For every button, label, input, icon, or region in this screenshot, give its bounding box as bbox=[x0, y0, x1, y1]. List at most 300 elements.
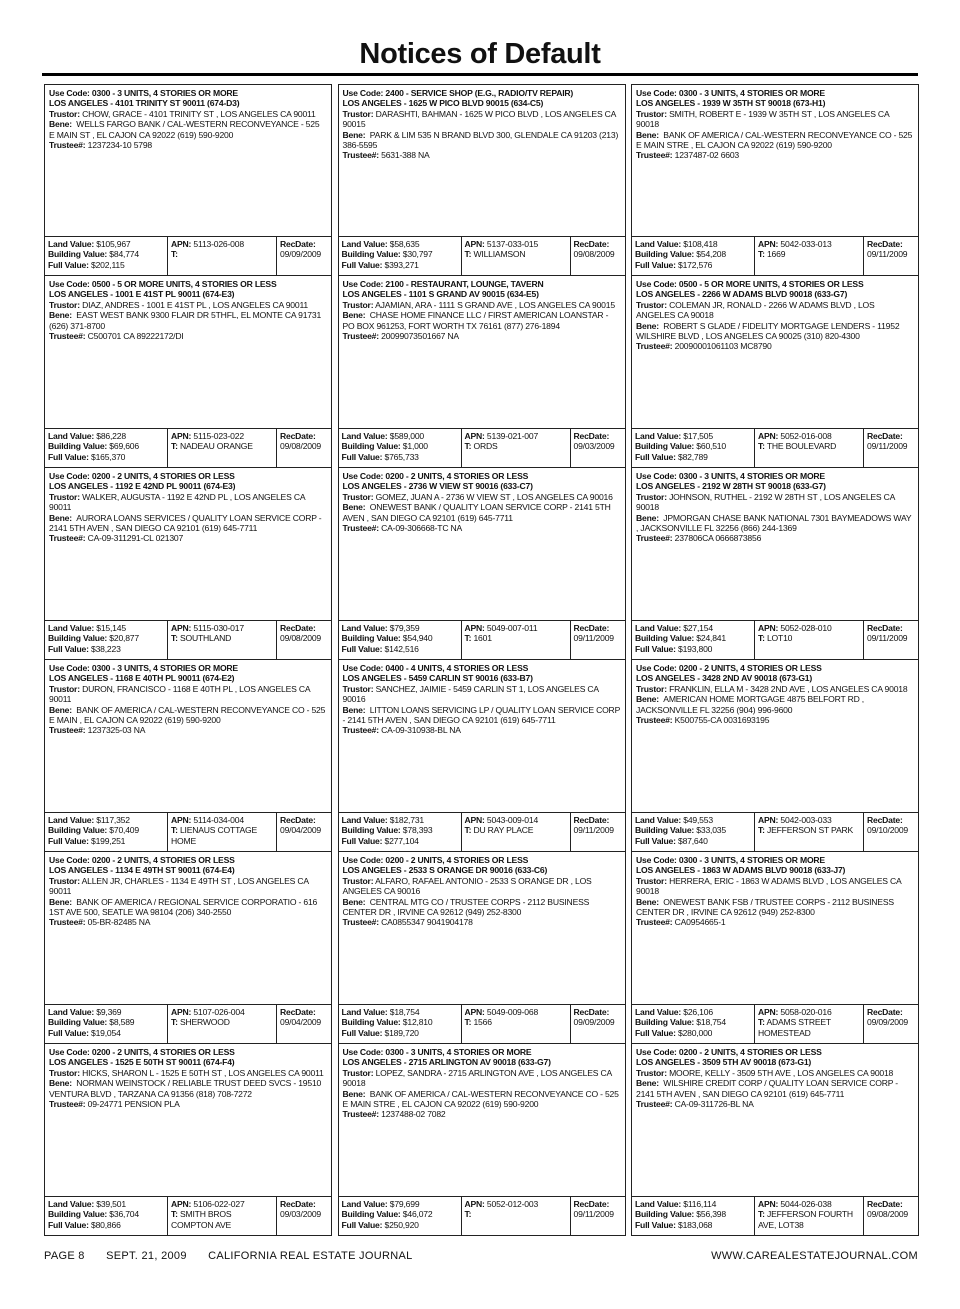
trustee-label: Trustee#: bbox=[636, 1099, 673, 1110]
bene-line bbox=[49, 705, 327, 726]
values-column bbox=[45, 813, 168, 851]
land-value-label: Land Value: bbox=[48, 815, 95, 825]
full-value: $280,000 bbox=[677, 1027, 713, 1038]
land-value: $86,228 bbox=[96, 431, 126, 441]
trustor-label: Trustor: bbox=[636, 108, 667, 119]
full-value-line bbox=[342, 1220, 458, 1230]
values-row bbox=[632, 1197, 918, 1235]
notice-card bbox=[338, 468, 626, 660]
trustor-value: HICKS, SHARON L - 1525 E 50TH ST , LOS ANGELES CA 90011 bbox=[82, 1067, 324, 1078]
land-value: $589,000 bbox=[389, 431, 424, 441]
notice-body bbox=[45, 276, 331, 429]
values-column bbox=[45, 237, 168, 275]
bene-line bbox=[49, 513, 327, 534]
tract-label: T: bbox=[171, 825, 178, 836]
apn-value: 5052-028-010 bbox=[780, 623, 832, 633]
trustor-value: HERRERA, ERIC - 1863 W ADAMS BLVD , LOS ANGELES CA 90018 bbox=[636, 875, 902, 897]
full-value-line bbox=[342, 260, 458, 270]
recdate-label-text: RecDate: bbox=[867, 1007, 903, 1017]
tract-line bbox=[758, 441, 860, 451]
bene-value: PARK & LIM 535 N BRAND BLVD 300, GLENDALE CA 91203 (213) 386-5595 bbox=[342, 129, 619, 151]
bene-value: BANK OF AMERICA / CAL-WESTERN RECONVEYANCE CO - 525 E MAIN STRE , EL CAJON CA 92022 (619) 590-9200 bbox=[342, 1088, 619, 1110]
use-code-line bbox=[636, 279, 914, 289]
full-value-label: Full Value: bbox=[341, 835, 383, 846]
notice-cell bbox=[338, 468, 626, 660]
tract-value: NADEAU ORANGE bbox=[179, 441, 253, 452]
trustee-label: Trustee#: bbox=[342, 917, 379, 928]
use-code-label: Use Code: bbox=[342, 1047, 384, 1057]
values-row bbox=[632, 1005, 918, 1043]
full-value-label: Full Value: bbox=[635, 259, 676, 270]
bene-label: Bene: bbox=[342, 310, 366, 321]
values-row bbox=[632, 813, 918, 851]
values-row bbox=[339, 237, 625, 275]
apn-label: APN: bbox=[758, 1199, 779, 1209]
values-row bbox=[632, 621, 918, 659]
bene-value: JPMORGAN CHASE BANK NATIONAL 7301 BAYMEADOWS WAY , JACKSONVILLE FL 32256 (866) 244-1369 bbox=[636, 512, 912, 534]
full-value: $250,920 bbox=[384, 1219, 419, 1230]
bene-label: Bene: bbox=[636, 320, 659, 331]
trustee-value: CA-09-311726-BL NA bbox=[674, 1099, 754, 1110]
recdate-label bbox=[280, 623, 328, 633]
trustee-value: CA-09-310938-BL NA bbox=[381, 725, 461, 736]
full-value-line bbox=[342, 1028, 458, 1038]
apn-column bbox=[755, 1197, 864, 1235]
values-row bbox=[45, 1197, 331, 1235]
use-code-line bbox=[636, 1047, 914, 1057]
apn-line bbox=[171, 815, 273, 825]
building-value-line bbox=[342, 825, 458, 835]
use-code-label: Use Code: bbox=[342, 471, 384, 481]
building-value-line bbox=[635, 633, 751, 643]
apn-value: 5137-033-015 bbox=[486, 239, 539, 249]
land-value-label: Land Value: bbox=[341, 239, 388, 249]
apn-label: APN: bbox=[758, 239, 779, 249]
use-code-label: Use Code: bbox=[49, 663, 90, 673]
tract-label: T: bbox=[464, 1017, 472, 1028]
recdate-column bbox=[571, 1005, 625, 1043]
recdate-label-text: RecDate: bbox=[280, 623, 316, 633]
tract-line bbox=[758, 1209, 860, 1230]
land-value-label: Land Value: bbox=[341, 431, 388, 441]
building-value-line bbox=[635, 249, 751, 259]
trustee-value: CA0855347 9041904178 bbox=[381, 917, 473, 928]
apn-line bbox=[465, 1199, 567, 1209]
tract-label: T: bbox=[758, 633, 765, 644]
recdate-value: 09/11/2009 bbox=[573, 633, 614, 644]
location-line: LOS ANGELES - 1625 W PICO BLVD 90015 (634-C5) bbox=[342, 98, 544, 109]
use-code-label: Use Code: bbox=[342, 279, 384, 289]
land-value-line bbox=[635, 1199, 751, 1209]
tract-label: T: bbox=[758, 249, 765, 260]
use-code-line bbox=[49, 855, 327, 865]
values-column bbox=[339, 237, 462, 275]
building-value-line bbox=[635, 441, 751, 451]
bene-line bbox=[49, 310, 327, 331]
tract-line bbox=[171, 1209, 273, 1230]
trustee-label: Trustee#: bbox=[49, 1099, 86, 1110]
apn-value: 5106-022-027 bbox=[193, 1199, 245, 1209]
land-value-label: Land Value: bbox=[48, 1007, 95, 1017]
recdate-column bbox=[277, 429, 331, 467]
building-value-label: Building Value: bbox=[341, 1017, 401, 1028]
apn-label: APN: bbox=[758, 815, 779, 825]
recdate-label bbox=[574, 1199, 622, 1209]
building-value-label: Building Value: bbox=[341, 249, 401, 260]
land-value: $58,635 bbox=[389, 239, 420, 249]
recdate-value: 09/11/2009 bbox=[867, 441, 908, 452]
recdate-label bbox=[280, 815, 328, 825]
bene-value: NORMAN WEINSTOCK / RELIABLE TRUST DEED SVCS - 19510 VENTURA BLVD , TARZANA CA 91356 (818) 708-7272 bbox=[49, 1078, 322, 1099]
full-value: $19,054 bbox=[90, 1027, 121, 1038]
trustee-line bbox=[636, 1099, 914, 1109]
building-value-line bbox=[48, 249, 164, 259]
footer-website: WWW.CAREALESTATEJOURNAL.COM bbox=[711, 1250, 918, 1262]
notice-body bbox=[45, 1044, 331, 1197]
notice-body bbox=[339, 276, 625, 429]
use-code-label: Use Code: bbox=[636, 663, 677, 673]
recdate-label-text: RecDate: bbox=[867, 431, 903, 441]
bene-label: Bene: bbox=[342, 896, 366, 907]
land-value-line bbox=[48, 623, 164, 633]
use-code-value: 0300 - 3 UNITS, 4 STORIES OR MORE bbox=[678, 471, 825, 481]
notice-card bbox=[631, 1044, 919, 1236]
notice-body bbox=[632, 1044, 918, 1197]
recdate-column bbox=[277, 813, 331, 851]
apn-label: APN: bbox=[464, 1199, 485, 1209]
trustee-value: K500755-CA 0031693195 bbox=[674, 715, 770, 726]
tract-value: 1601 bbox=[473, 633, 492, 644]
use-code-value: 0200 - 2 UNITS, 4 STORIES OR LESS bbox=[678, 663, 822, 673]
values-row bbox=[45, 1005, 331, 1043]
trustor-line bbox=[343, 684, 621, 705]
recdate-label-text: RecDate: bbox=[867, 815, 903, 825]
building-value-line bbox=[48, 1017, 164, 1027]
trustor-value: LOPEZ, SANDRA - 2715 ARLINGTON AVE , LOS ANGELES CA 90018 bbox=[342, 1067, 612, 1089]
apn-label: APN: bbox=[758, 1007, 779, 1017]
trustor-label: Trustor: bbox=[49, 108, 80, 119]
recdate-value: 09/11/2009 bbox=[867, 249, 908, 260]
trustor-line bbox=[343, 492, 621, 502]
notice-cell bbox=[631, 1044, 919, 1236]
recdate-label-text: RecDate: bbox=[280, 1007, 316, 1017]
building-value-label: Building Value: bbox=[341, 633, 401, 644]
trustee-label: Trustee#: bbox=[342, 1109, 379, 1120]
apn-label: APN: bbox=[171, 1199, 192, 1209]
apn-value: 5043-009-014 bbox=[486, 815, 539, 825]
trustor-line bbox=[636, 876, 914, 897]
trustor-value: SMITH, ROBERT E - 1939 W 35TH ST , LOS ANGELES CA 90018 bbox=[636, 108, 889, 130]
full-value-line bbox=[48, 452, 164, 462]
building-value: $54,940 bbox=[402, 633, 433, 644]
apn-line bbox=[758, 1199, 860, 1209]
notice-card bbox=[338, 276, 626, 468]
tract-line bbox=[465, 825, 567, 835]
tract-value: WILLIAMSON bbox=[473, 249, 526, 260]
trustee-value: 1237325-03 NA bbox=[87, 725, 146, 736]
notice-cell bbox=[631, 660, 919, 852]
notice-cell bbox=[44, 276, 332, 468]
footer-left bbox=[44, 1250, 431, 1262]
bene-value: WILSHIRE CREDIT CORP / QUALITY LOAN SERVICE CORP - 2141 5TH AVEN , SAN DIEGO CA 92101 (619) 645-7711 bbox=[636, 1078, 898, 1099]
building-value-label: Building Value: bbox=[48, 633, 108, 644]
use-code-line bbox=[343, 663, 621, 673]
trustee-value: 237806CA 0666873856 bbox=[674, 533, 762, 544]
building-value-label: Building Value: bbox=[48, 249, 108, 260]
bene-line bbox=[636, 513, 914, 534]
apn-line bbox=[758, 623, 860, 633]
building-value-line bbox=[48, 633, 164, 643]
recdate-value: 09/08/2009 bbox=[573, 249, 615, 260]
tract-value: ADAMS STREET HOMESTEAD bbox=[758, 1017, 831, 1038]
bene-label: Bene: bbox=[342, 704, 366, 715]
tract-value: JEFFERSON ST PARK bbox=[766, 825, 854, 836]
building-value: $78,393 bbox=[402, 825, 433, 836]
trustee-line bbox=[49, 917, 327, 927]
full-value-line bbox=[342, 452, 458, 462]
full-value-line bbox=[635, 836, 751, 846]
trustee-value: 20099073501667 NA bbox=[381, 331, 459, 342]
trustee-label: Trustee#: bbox=[49, 331, 86, 342]
trustor-label: Trustor: bbox=[49, 1067, 80, 1078]
trustor-value: COLEMAN JR, RONALD - 2266 W ADAMS BLVD , LOS ANGELES CA 90018 bbox=[636, 299, 875, 321]
notice-cell bbox=[44, 660, 332, 852]
bene-label: Bene: bbox=[49, 119, 72, 130]
notice-card bbox=[338, 84, 626, 276]
tract-value: LOT10 bbox=[766, 633, 793, 644]
trustee-label: Trustee#: bbox=[636, 533, 673, 544]
trustee-label: Trustee#: bbox=[49, 917, 86, 928]
building-value: $24,841 bbox=[696, 633, 726, 644]
apn-line bbox=[758, 1007, 860, 1017]
land-value-line bbox=[342, 431, 458, 441]
land-value-line bbox=[635, 1007, 751, 1017]
trustee-line bbox=[49, 533, 327, 543]
location-line: LOS ANGELES - 1939 W 35TH ST 90018 (673-H1) bbox=[636, 98, 826, 109]
notice-card bbox=[44, 1044, 332, 1236]
building-value-label: Building Value: bbox=[635, 633, 695, 644]
full-value-label: Full Value: bbox=[48, 1027, 89, 1038]
values-column bbox=[339, 1005, 462, 1043]
bene-value: ROBERT S GLADE / FIDELITY MORTGAGE LENDERS - 11952 WILSHIRE BLVD , LOS ANGELES CA 90025 (310) 820-4300 bbox=[636, 320, 900, 342]
land-value: $27,154 bbox=[683, 623, 713, 633]
full-value-label: Full Value: bbox=[48, 451, 89, 462]
apn-value: 5139-021-007 bbox=[486, 431, 539, 441]
trustor-line bbox=[636, 1068, 914, 1078]
tract-label: T: bbox=[758, 1209, 765, 1220]
values-row bbox=[339, 813, 625, 851]
building-value-label: Building Value: bbox=[341, 441, 401, 452]
recdate-label bbox=[867, 1199, 915, 1209]
recdate-label bbox=[280, 1007, 328, 1017]
trustee-line bbox=[49, 331, 327, 341]
recdate-value: 09/03/2009 bbox=[280, 1209, 322, 1220]
trustor-label: Trustor: bbox=[342, 1067, 374, 1078]
building-value-label: Building Value: bbox=[48, 441, 108, 452]
bene-line bbox=[636, 694, 914, 715]
recdate-column bbox=[571, 237, 625, 275]
bene-line bbox=[636, 1078, 914, 1099]
trustor-value: DURON, FRANCISCO - 1168 E 40TH PL , LOS ANGELES CA 90011 bbox=[49, 683, 310, 705]
tract-line bbox=[758, 825, 860, 835]
notice-body bbox=[339, 85, 625, 237]
building-value-label: Building Value: bbox=[48, 1209, 108, 1220]
use-code-value: 0400 - 4 UNITS, 4 STORIES OR LESS bbox=[385, 663, 529, 673]
land-value-label: Land Value: bbox=[48, 431, 95, 441]
building-value-line bbox=[48, 825, 164, 835]
trustor-line bbox=[343, 876, 621, 897]
trustor-value: CHOW, GRACE - 4101 TRINITY ST , LOS ANGELES CA 90011 bbox=[82, 108, 316, 119]
full-value-label: Full Value: bbox=[341, 1027, 383, 1038]
values-column bbox=[632, 1005, 755, 1043]
building-value-label: Building Value: bbox=[341, 825, 401, 836]
tract-label: T: bbox=[171, 249, 178, 260]
full-value-label: Full Value: bbox=[341, 451, 383, 462]
apn-column bbox=[755, 813, 864, 851]
trustee-label: Trustee#: bbox=[342, 331, 379, 342]
full-value: $277,104 bbox=[384, 835, 419, 846]
land-value: $79,359 bbox=[389, 623, 420, 633]
values-column bbox=[45, 1197, 168, 1235]
notice-body bbox=[45, 85, 331, 237]
building-value-label: Building Value: bbox=[635, 825, 695, 836]
full-value-line bbox=[635, 1220, 751, 1230]
building-value: $54,208 bbox=[696, 249, 726, 260]
use-code-value: 0300 - 3 UNITS, 4 STORIES OR MORE bbox=[678, 88, 825, 98]
land-value-label: Land Value: bbox=[341, 815, 388, 825]
use-code-label: Use Code: bbox=[342, 663, 384, 673]
trustor-line bbox=[636, 684, 914, 694]
apn-line bbox=[465, 815, 567, 825]
apn-line bbox=[171, 431, 273, 441]
tract-value: ORDS bbox=[473, 441, 498, 452]
recdate-label bbox=[867, 431, 915, 441]
trustee-line bbox=[49, 1099, 327, 1109]
use-code-line bbox=[343, 88, 621, 98]
building-value-line bbox=[342, 1209, 458, 1219]
trustee-line bbox=[343, 917, 621, 927]
trustor-label: Trustor: bbox=[49, 491, 80, 502]
trustor-line bbox=[49, 1068, 327, 1078]
trustor-value: AJAMIAN, ARA - 1111 S GRAND AVE , LOS ANGELES CA 90015 bbox=[375, 299, 615, 310]
trustee-label: Trustee#: bbox=[342, 725, 379, 736]
apn-column bbox=[462, 1197, 571, 1235]
apn-label: APN: bbox=[464, 1007, 485, 1017]
full-value-line bbox=[635, 260, 751, 270]
apn-value: 5115-030-017 bbox=[193, 623, 244, 633]
tract-label: T: bbox=[171, 1017, 178, 1028]
apn-value: 5113-026-008 bbox=[193, 239, 244, 249]
recdate-label-text: RecDate: bbox=[867, 1199, 903, 1209]
full-value-line bbox=[48, 836, 164, 846]
location-line: LOS ANGELES - 1134 E 49TH ST 90011 (674-E4) bbox=[49, 865, 235, 876]
recdate-value: 09/09/2009 bbox=[280, 249, 322, 260]
full-value: $80,866 bbox=[90, 1219, 121, 1230]
use-code-value: 2400 - SERVICE SHOP (E.G., RADIO/TV REPAIR) bbox=[385, 88, 574, 98]
bene-value: WELLS FARGO BANK / CAL-WESTERN RECONVEYANCE - 525 E MAIN ST , EL CAJON CA 92022 (619) 590-9200 bbox=[49, 119, 320, 140]
use-code-label: Use Code: bbox=[49, 1047, 90, 1057]
recdate-label bbox=[867, 815, 915, 825]
building-value-line bbox=[342, 1017, 458, 1027]
recdate-label-text: RecDate: bbox=[867, 623, 903, 633]
apn-column bbox=[168, 429, 277, 467]
full-value-line bbox=[342, 836, 458, 846]
location-line: LOS ANGELES - 2736 W VIEW ST 90016 (633-C7) bbox=[342, 481, 533, 492]
location-line: LOS ANGELES - 2266 W ADAMS BLVD 90018 (633-G7) bbox=[636, 289, 848, 300]
building-value: $33,035 bbox=[696, 825, 726, 836]
recdate-value: 09/03/2009 bbox=[573, 441, 615, 452]
building-value-line bbox=[342, 249, 458, 259]
tract-label: T: bbox=[464, 633, 472, 644]
full-value: $165,370 bbox=[90, 451, 126, 462]
trustee-label: Trustee#: bbox=[636, 917, 673, 928]
apn-column bbox=[462, 237, 571, 275]
tract-line bbox=[171, 633, 273, 643]
values-column bbox=[632, 429, 755, 467]
apn-column bbox=[168, 1197, 277, 1235]
bene-label: Bene: bbox=[49, 1078, 72, 1089]
values-column bbox=[339, 813, 462, 851]
notice-cell bbox=[338, 660, 626, 852]
apn-column bbox=[462, 1005, 571, 1043]
trustor-line bbox=[343, 109, 621, 130]
recdate-value: 09/09/2009 bbox=[573, 1017, 615, 1028]
bene-label: Bene: bbox=[49, 512, 72, 523]
recdate-column bbox=[571, 429, 625, 467]
building-value-line bbox=[635, 825, 751, 835]
use-code-line bbox=[343, 279, 621, 289]
land-value-line bbox=[342, 1007, 458, 1017]
building-value: $36,704 bbox=[109, 1209, 139, 1220]
bene-line bbox=[343, 310, 621, 331]
use-code-label: Use Code: bbox=[49, 88, 90, 98]
recdate-column bbox=[277, 237, 331, 275]
bene-label: Bene: bbox=[49, 896, 72, 907]
apn-value: 5114-034-004 bbox=[193, 815, 244, 825]
trustor-label: Trustor: bbox=[49, 875, 80, 886]
land-value: $26,106 bbox=[683, 1007, 713, 1017]
land-value-line bbox=[635, 623, 751, 633]
notice-cell bbox=[631, 852, 919, 1044]
notice-card bbox=[631, 852, 919, 1044]
notice-body bbox=[632, 468, 918, 621]
recdate-value: 09/08/2009 bbox=[280, 633, 322, 644]
trustee-line bbox=[343, 725, 621, 735]
trustee-label: Trustee#: bbox=[636, 715, 673, 726]
apn-column bbox=[462, 813, 571, 851]
trustor-line bbox=[49, 684, 327, 705]
recdate-column bbox=[571, 813, 625, 851]
recdate-label-text: RecDate: bbox=[280, 239, 316, 249]
land-value-line bbox=[342, 239, 458, 249]
tract-line bbox=[465, 1017, 567, 1027]
building-value: $46,072 bbox=[402, 1209, 433, 1220]
land-value-line bbox=[635, 815, 751, 825]
land-value-label: Land Value: bbox=[341, 1007, 388, 1017]
apn-label: APN: bbox=[171, 815, 192, 825]
bene-line bbox=[343, 705, 621, 726]
land-value-line bbox=[342, 623, 458, 633]
recdate-label-text: RecDate: bbox=[867, 239, 903, 249]
recdate-label-text: RecDate: bbox=[573, 431, 610, 441]
use-code-line bbox=[49, 279, 327, 289]
use-code-value: 0300 - 3 UNITS, 4 STORIES OR MORE bbox=[385, 1047, 532, 1057]
full-value-line bbox=[635, 452, 751, 462]
apn-value: 5115-023-022 bbox=[193, 431, 244, 441]
full-value-line bbox=[635, 1028, 751, 1038]
notice-card bbox=[631, 84, 919, 276]
recdate-column bbox=[864, 429, 918, 467]
